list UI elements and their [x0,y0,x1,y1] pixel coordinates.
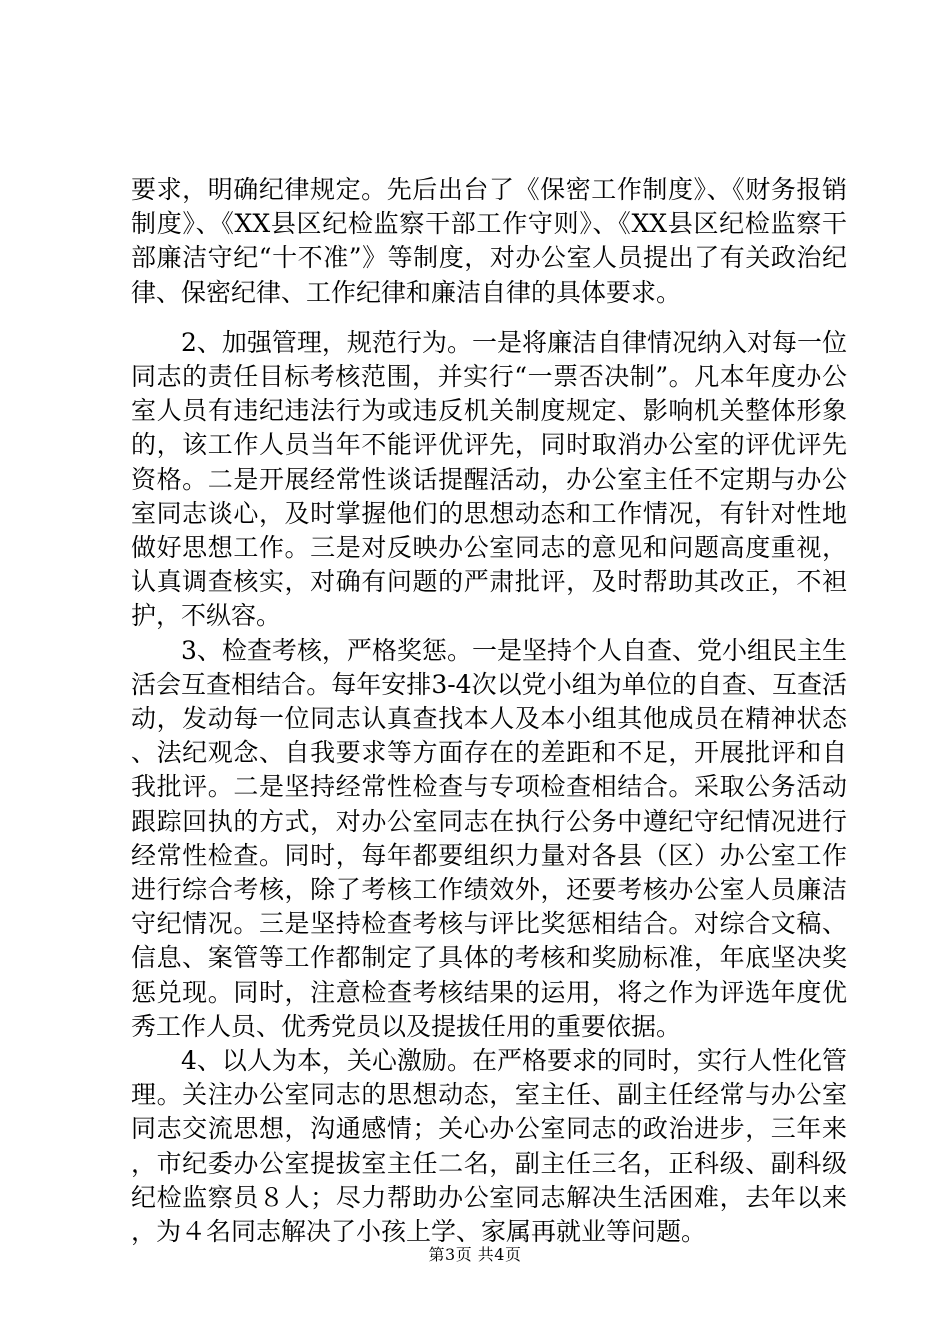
paragraph-care-incentive: 4、以人为本，关心激励。在严格要求的同时，实行人性化管理。关注办公室同志的思想动态，室主任、副主任经常与办公室同志交流思想，沟通感情；关心办公室同志的政治进步，三年来，市纪委办公室提拔室主任二名，副主任三名，正科级、副科级纪检监察员８人；尽力帮助办公室同志解决生活困难，去年以来，为４名同志解决了小孩上学、家属再就业等问题。 [131,1046,847,1247]
document-body [131,173,847,1249]
paragraph-discipline-rules: 要求，明确纪律规定。先后出台了《保密工作制度》、《财务报销制度》、《XX县区纪检监察干部工作守则》、《XX县区纪检监察干部廉洁守纪“十不准”》等制度，对办公室人员提出了有关政治纪律、保密纪律、工作纪律和廉洁自律的具体要求。 [131,175,847,307]
paragraph-inspection: 3、检查考核，严格奖惩。一是坚持个人自查、党小组民主生活会互查相结合。每年安排3-4次以党小组为单位的自查、互查活动，发动每一位同志认真查找本人及本小组其他成员在精神状态、法纪观念、自我要求等方面存在的差距和不足，开展批评和自我批评。二是坚持经常性检查与专项检查相结合。采取公务活动跟踪回执的方式，对办公室同志在执行公务中遵纪守纪情况进行经常性检查。同时，每年都要组织力量对各县（区）办公室工作进行综合考核，除了考核工作绩效外，还要考核办公室人员廉洁守纪情况。三是坚持检查考核与评比奖惩相结合。对综合文稿、信息、案管等工作都制定了具体的考核和奖励标准，年底坚决奖惩兑现。同时，注意检查考核结果的运用，将之作为评选年度优秀工作人员、优秀党员以及提拔任用的重要依据。 [131,635,847,1041]
paragraph-management: 2、加强管理，规范行为。一是将廉洁自律情况纳入对每一位同志的责任目标考核范围，并实行“一票否决制”。凡本年度办公室人员有违纪违法行为或违反机关制度规定、影响机关整体形象的，该工作人员当年不能评优评先，同时取消办公室的评优评先资格。二是开展经常性谈话提醒活动，办公室主任不定期与办公室同志谈心，及时掌握他们的思想动态和工作情况，有针对性地做好思想工作。三是对反映办公室同志的意见和问题高度重视，认真调查核实，对确有问题的严肃批评，及时帮助其改正，不袒护，不纵容。 [131,327,847,631]
paragraph-gap [131,310,847,326]
page-number-footer: 第3页 共4页 [428,1245,522,1264]
